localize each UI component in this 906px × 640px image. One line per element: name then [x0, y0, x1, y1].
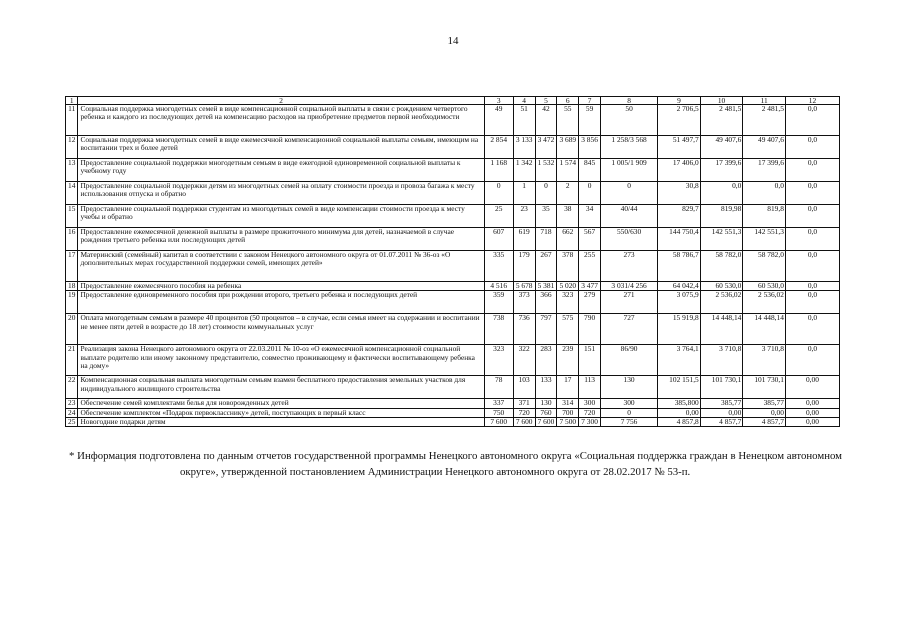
column-header: 7 — [579, 97, 601, 105]
value-col-3: 2 854 — [484, 136, 513, 159]
value-col-4: 51 — [513, 105, 535, 136]
footnote — [69, 449, 842, 480]
row-number: 20 — [66, 314, 78, 345]
value-col-7: 0 — [579, 182, 601, 205]
row-description: Социальная поддержка многодетных семей в виде ежемесячной компенсационной социальной выплаты семьям, имеющим на воспитании трех и более детей — [78, 136, 484, 159]
value-col-8: 273 — [601, 251, 658, 282]
value-col-5: 5 381 — [535, 282, 557, 291]
value-col-8: 1 005/1 909 — [601, 159, 658, 182]
value-col-4: 1 — [513, 182, 535, 205]
value-col-12: 0,0 — [785, 182, 839, 205]
table-row — [66, 399, 840, 408]
value-col-3: 738 — [484, 314, 513, 345]
value-col-11: 385,77 — [743, 399, 786, 408]
table-row — [66, 159, 840, 182]
column-header: 9 — [658, 97, 701, 105]
value-col-3: 323 — [484, 345, 513, 376]
value-col-6: 700 — [557, 408, 579, 417]
value-col-10: 3 710,8 — [700, 345, 743, 376]
row-description: Новогодние подарки детям — [78, 417, 484, 426]
value-col-5: 760 — [535, 408, 557, 417]
row-number: 14 — [66, 182, 78, 205]
value-col-9: 144 750,4 — [658, 228, 701, 251]
value-col-12: 0,0 — [785, 282, 839, 291]
table-row — [66, 314, 840, 345]
table-row — [66, 105, 840, 136]
row-number: 24 — [66, 408, 78, 417]
value-col-8: 550/630 — [601, 228, 658, 251]
value-col-9: 64 042,4 — [658, 282, 701, 291]
table-row — [66, 345, 840, 376]
value-col-5: 133 — [535, 376, 557, 399]
row-number: 23 — [66, 399, 78, 408]
value-col-9: 58 786,7 — [658, 251, 701, 282]
value-col-8: 7 756 — [601, 417, 658, 426]
row-description: Обеспечение комплектом «Подарок первокласснику» детей, поступающих в первый класс — [78, 408, 484, 417]
value-col-3: 78 — [484, 376, 513, 399]
row-number: 15 — [66, 205, 78, 228]
value-col-7: 845 — [579, 159, 601, 182]
page-number: 14 — [447, 35, 459, 47]
row-description: Предоставление ежемесячной денежной выплаты в размере прожиточного минимума для детей, назначаемой в случае рождения третьего ребенка или последующих детей — [78, 228, 484, 251]
value-col-10: 14 448,14 — [700, 314, 743, 345]
value-col-8: 1 258/3 568 — [601, 136, 658, 159]
value-col-6: 378 — [557, 251, 579, 282]
value-col-8: 86/90 — [601, 345, 658, 376]
value-col-12: 0,0 — [785, 314, 839, 345]
table-row — [66, 408, 840, 417]
value-col-4: 103 — [513, 376, 535, 399]
value-col-4: 23 — [513, 205, 535, 228]
value-col-9: 51 497,7 — [658, 136, 701, 159]
column-header: 11 — [743, 97, 786, 105]
value-col-3: 49 — [484, 105, 513, 136]
value-col-12: 0,0 — [785, 105, 839, 136]
value-col-11: 58 782,0 — [743, 251, 786, 282]
value-col-10: 60 530,0 — [700, 282, 743, 291]
value-col-5: 1 532 — [535, 159, 557, 182]
value-col-10: 2 536,02 — [700, 291, 743, 314]
value-col-5: 0 — [535, 182, 557, 205]
column-header: 12 — [785, 97, 839, 105]
value-col-12: 0,0 — [785, 159, 839, 182]
value-col-7: 567 — [579, 228, 601, 251]
value-col-3: 750 — [484, 408, 513, 417]
value-col-11: 14 448,14 — [743, 314, 786, 345]
value-col-12: 0,0 — [785, 291, 839, 314]
value-col-10: 142 551,3 — [700, 228, 743, 251]
value-col-6: 323 — [557, 291, 579, 314]
value-col-6: 3 689 — [557, 136, 579, 159]
value-col-7: 279 — [579, 291, 601, 314]
value-col-7: 7 300 — [579, 417, 601, 426]
value-col-4: 736 — [513, 314, 535, 345]
value-col-6: 38 — [557, 205, 579, 228]
value-col-5: 797 — [535, 314, 557, 345]
row-description: Предоставление социальной поддержки студентам из многодетных семей в виде компенсации стоимости проезда к месту учебы и обратно — [78, 205, 484, 228]
value-col-11: 101 730,1 — [743, 376, 786, 399]
value-col-4: 7 600 — [513, 417, 535, 426]
table-row — [66, 376, 840, 399]
value-col-5: 130 — [535, 399, 557, 408]
value-col-6: 662 — [557, 228, 579, 251]
row-number: 13 — [66, 159, 78, 182]
value-col-12: 0,00 — [785, 399, 839, 408]
value-col-5: 283 — [535, 345, 557, 376]
row-number: 21 — [66, 345, 78, 376]
column-header: 3 — [484, 97, 513, 105]
value-col-6: 55 — [557, 105, 579, 136]
value-col-7: 790 — [579, 314, 601, 345]
row-description: Предоставление ежемесячного пособия на ребенка — [78, 282, 484, 291]
row-number: 22 — [66, 376, 78, 399]
value-col-11: 0,00 — [743, 408, 786, 417]
value-col-9: 0,00 — [658, 408, 701, 417]
value-col-3: 25 — [484, 205, 513, 228]
value-col-6: 17 — [557, 376, 579, 399]
row-description: Предоставление социальной поддержки многодетным семьям в виде ежегодной единовременной социальной выплаты к учебному году — [78, 159, 484, 182]
table-row — [66, 251, 840, 282]
value-col-7: 300 — [579, 399, 601, 408]
value-col-9: 3 075,9 — [658, 291, 701, 314]
column-header: 4 — [513, 97, 535, 105]
value-col-9: 15 919,8 — [658, 314, 701, 345]
value-col-6: 2 — [557, 182, 579, 205]
value-col-4: 619 — [513, 228, 535, 251]
value-col-11: 3 710,8 — [743, 345, 786, 376]
value-col-8: 300 — [601, 399, 658, 408]
row-description: Предоставление социальной поддержки детям из многодетных семей на оплату стоимости проезда и провоза багажа к месту использования отпуска и обратно — [78, 182, 484, 205]
value-col-3: 4 516 — [484, 282, 513, 291]
value-col-7: 34 — [579, 205, 601, 228]
value-col-4: 5 678 — [513, 282, 535, 291]
column-header: 8 — [601, 97, 658, 105]
value-col-11: 819,8 — [743, 205, 786, 228]
value-col-10: 385,77 — [700, 399, 743, 408]
value-col-4: 1 342 — [513, 159, 535, 182]
value-col-10: 0,0 — [700, 182, 743, 205]
table-row — [66, 136, 840, 159]
value-col-6: 1 574 — [557, 159, 579, 182]
table-row — [66, 291, 840, 314]
value-col-12: 0,00 — [785, 417, 839, 426]
value-col-11: 0,0 — [743, 182, 786, 205]
value-col-9: 30,8 — [658, 182, 701, 205]
value-col-8: 130 — [601, 376, 658, 399]
value-col-8: 50 — [601, 105, 658, 136]
value-col-4: 371 — [513, 399, 535, 408]
row-description: Оплата многодетным семьям в размере 40 процентов (50 процентов – в случае, если семья имеет на содержании и воспитании не менее пяти детей в возрасте до 18 лет) стоимости коммунальных услуг — [78, 314, 484, 345]
value-col-7: 255 — [579, 251, 601, 282]
value-col-5: 366 — [535, 291, 557, 314]
value-col-4: 373 — [513, 291, 535, 314]
value-col-5: 267 — [535, 251, 557, 282]
row-number: 17 — [66, 251, 78, 282]
value-col-12: 0,0 — [785, 228, 839, 251]
value-col-3: 1 168 — [484, 159, 513, 182]
value-col-9: 102 151,5 — [658, 376, 701, 399]
value-col-12: 0,0 — [785, 345, 839, 376]
value-col-6: 7 500 — [557, 417, 579, 426]
value-col-4: 179 — [513, 251, 535, 282]
table-row — [66, 417, 840, 426]
value-col-3: 7 600 — [484, 417, 513, 426]
value-col-10: 2 481,5 — [700, 105, 743, 136]
value-col-11: 142 551,3 — [743, 228, 786, 251]
row-number: 12 — [66, 136, 78, 159]
value-col-3: 359 — [484, 291, 513, 314]
value-col-9: 829,7 — [658, 205, 701, 228]
footnote-text: * Информация подготовлена по данным отчетов государственной программы Ненецкого автономного округа «Социальная поддержка граждан в Ненецком автономном округе», утвержденной постановлением Администрации Ненецкого автономного округа от 28.02.2017 № 53-п. — [69, 450, 842, 478]
value-col-12: 0,0 — [785, 205, 839, 228]
value-col-12: 0,00 — [785, 408, 839, 417]
table-body — [66, 97, 840, 427]
value-col-11: 2 481,5 — [743, 105, 786, 136]
row-number: 16 — [66, 228, 78, 251]
value-col-10: 58 782,0 — [700, 251, 743, 282]
table-header-row — [66, 97, 840, 105]
row-number: 19 — [66, 291, 78, 314]
row-description: Социальная поддержка многодетных семей в виде компенсационной социальной выплаты в связи с рождением четвертого ребенка и каждого из последующих детей на компенсацию расходов на приобретение предметов первой необходимости — [78, 105, 484, 136]
table-row — [66, 228, 840, 251]
value-col-7: 59 — [579, 105, 601, 136]
value-col-9: 4 857,8 — [658, 417, 701, 426]
value-col-7: 3 477 — [579, 282, 601, 291]
value-col-5: 7 600 — [535, 417, 557, 426]
value-col-11: 49 407,6 — [743, 136, 786, 159]
value-col-10: 17 399,6 — [700, 159, 743, 182]
table-row — [66, 282, 840, 291]
value-col-3: 0 — [484, 182, 513, 205]
row-number: 25 — [66, 417, 78, 426]
value-col-4: 322 — [513, 345, 535, 376]
value-col-6: 239 — [557, 345, 579, 376]
value-col-9: 385,800 — [658, 399, 701, 408]
table-row — [66, 182, 840, 205]
value-col-5: 42 — [535, 105, 557, 136]
value-col-3: 337 — [484, 399, 513, 408]
row-description: Предоставление единовременного пособия при рождении второго, третьего ребенка и последующих детей — [78, 291, 484, 314]
value-col-7: 720 — [579, 408, 601, 417]
column-header: 10 — [700, 97, 743, 105]
value-col-10: 819,98 — [700, 205, 743, 228]
value-col-6: 314 — [557, 399, 579, 408]
value-col-8: 727 — [601, 314, 658, 345]
value-col-5: 3 472 — [535, 136, 557, 159]
value-col-7: 151 — [579, 345, 601, 376]
value-col-8: 271 — [601, 291, 658, 314]
column-header: 5 — [535, 97, 557, 105]
row-number: 18 — [66, 282, 78, 291]
statistics-table — [65, 96, 840, 427]
value-col-6: 575 — [557, 314, 579, 345]
row-description: Материнский (семейный) капитал в соответствии с законом Ненецкого автономного округа от 01.07.2011 № 36-оз «О дополнительных мерах государственной поддержки семей, имеющих детей» — [78, 251, 484, 282]
value-col-9: 3 764,1 — [658, 345, 701, 376]
value-col-8: 0 — [601, 408, 658, 417]
value-col-12: 0,0 — [785, 251, 839, 282]
table-row — [66, 205, 840, 228]
value-col-11: 2 536,02 — [743, 291, 786, 314]
value-col-11: 4 857,7 — [743, 417, 786, 426]
value-col-7: 3 856 — [579, 136, 601, 159]
value-col-6: 5 020 — [557, 282, 579, 291]
value-col-8: 0 — [601, 182, 658, 205]
column-header: 1 — [66, 97, 78, 105]
value-col-9: 17 406,0 — [658, 159, 701, 182]
value-col-3: 607 — [484, 228, 513, 251]
value-col-12: 0,00 — [785, 376, 839, 399]
value-col-4: 720 — [513, 408, 535, 417]
row-description: Реализация закона Ненецкого автономного округа от 22.03.2011 № 10-оз «О ежемесячной компенсационной социальной выплате родителю или иному законному представителю, совместно проживающему и фактически воспитывающему ребенка на дому» — [78, 345, 484, 376]
value-col-8: 3 031/4 256 — [601, 282, 658, 291]
value-col-5: 35 — [535, 205, 557, 228]
value-col-10: 101 730,1 — [700, 376, 743, 399]
value-col-5: 718 — [535, 228, 557, 251]
row-description: Компенсационная социальная выплата многодетным семьям взамен бесплатного предоставления земельных участков для индивидуального жилищного строительства — [78, 376, 484, 399]
column-header: 2 — [78, 97, 484, 105]
value-col-7: 113 — [579, 376, 601, 399]
value-col-10: 4 857,7 — [700, 417, 743, 426]
value-col-10: 49 407,6 — [700, 136, 743, 159]
value-col-10: 0,00 — [700, 408, 743, 417]
value-col-8: 40/44 — [601, 205, 658, 228]
column-header: 6 — [557, 97, 579, 105]
value-col-3: 335 — [484, 251, 513, 282]
value-col-4: 3 133 — [513, 136, 535, 159]
value-col-9: 2 706,5 — [658, 105, 701, 136]
row-number: 11 — [66, 105, 78, 136]
value-col-11: 60 530,0 — [743, 282, 786, 291]
row-description: Обеспечение семей комплектами белья для новорожденных детей — [78, 399, 484, 408]
value-col-12: 0,0 — [785, 136, 839, 159]
value-col-11: 17 399,6 — [743, 159, 786, 182]
